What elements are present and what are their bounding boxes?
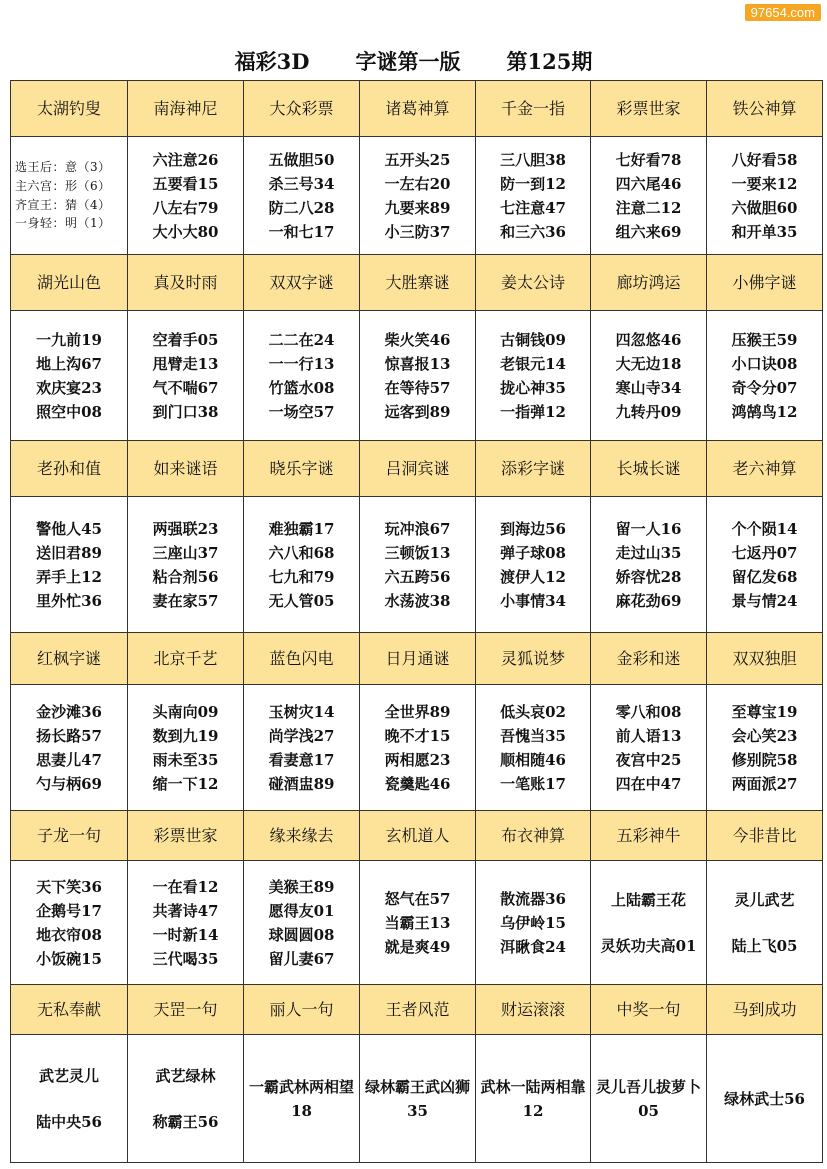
- riddle-line: 散流器36: [500, 889, 566, 908]
- expert-name-cell: 北京千艺: [128, 633, 244, 685]
- title-brand: 福彩3D: [234, 49, 310, 74]
- expert-name-cell: 子龙一句: [11, 811, 128, 861]
- header-row: [11, 633, 823, 685]
- riddle-line: 瓷羹匙46: [384, 774, 451, 793]
- riddle-line: 地衣帘08: [36, 925, 102, 944]
- header-row: [11, 81, 823, 137]
- riddle-line: 留儿妻67: [268, 949, 335, 968]
- riddle-line: 两相愿23: [384, 750, 451, 769]
- riddle-line: 送旧君89: [36, 543, 102, 562]
- expert-name-cell: 王者风范: [360, 985, 476, 1035]
- expert-name-cell: 长城长谜: [591, 441, 707, 497]
- riddle-line: 九要来89: [384, 198, 451, 217]
- header-row: [11, 811, 823, 861]
- expert-name-cell: 吕洞宾谜: [360, 441, 476, 497]
- riddle-line: 粘合剂56: [152, 567, 219, 586]
- riddle-line: 里外忙36: [36, 591, 102, 610]
- riddle-cell: [244, 685, 360, 811]
- riddle-cell: [591, 137, 707, 255]
- expert-name-cell: 晓乐字谜: [244, 441, 360, 497]
- expert-name-cell: 姜太公诗: [476, 255, 591, 311]
- riddle-line: 鸿鹄鸟12: [731, 402, 798, 421]
- riddle-cell: [128, 685, 244, 811]
- riddle-line: 留亿发68: [731, 567, 798, 586]
- riddle-cell: [476, 1035, 591, 1163]
- riddle-line: 九转丹09: [615, 402, 682, 421]
- riddle-line: 一指弹12: [500, 402, 566, 421]
- expert-name-cell: 缘来缘去: [244, 811, 360, 861]
- riddle-cell: [591, 497, 707, 633]
- riddle-line: 小事情34: [500, 591, 566, 610]
- riddle-line: 一九前19: [36, 330, 102, 349]
- riddle-cell: [244, 1035, 360, 1163]
- page-title: [0, 44, 827, 78]
- riddle-line: 六注意26: [152, 150, 219, 169]
- riddle-line: 一时新14: [152, 925, 219, 944]
- expert-name-cell: 添彩字谜: [476, 441, 591, 497]
- riddle-cell: [591, 685, 707, 811]
- expert-name-cell: 蓝色闪电: [244, 633, 360, 685]
- riddle-line: 灵儿吾儿拔萝卜05: [595, 1077, 701, 1120]
- riddle-line: 八好看58: [731, 150, 798, 169]
- riddle-cell: [707, 1035, 823, 1163]
- riddle-line: 四在中47: [615, 774, 682, 793]
- riddle-line: 雨未至35: [152, 750, 219, 769]
- riddle-line: 灵妖功夫高01: [600, 936, 697, 955]
- expert-name-cell: 双双字谜: [244, 255, 360, 311]
- riddle-row: [11, 497, 823, 633]
- riddle-line: 一霸武林两相望18: [248, 1077, 354, 1120]
- riddle-line: 警他人45: [36, 519, 102, 538]
- riddle-line: 思妻儿47: [36, 750, 102, 769]
- riddle-line: 弹子球08: [500, 543, 566, 562]
- riddle-line: 前人语13: [615, 726, 682, 745]
- riddle-line: 当霸王13: [384, 913, 451, 932]
- riddle-row: [11, 137, 823, 255]
- riddle-cell: [476, 685, 591, 811]
- riddle-line: 勺与柄69: [36, 774, 102, 793]
- riddle-cell: [128, 137, 244, 255]
- riddle-line: 无人管05: [268, 591, 335, 610]
- riddle-line: 至尊宝19: [731, 702, 798, 721]
- riddle-line: 一在看12: [152, 877, 219, 896]
- riddle-line: 大无边18: [615, 354, 682, 373]
- riddle-line: 就是爽49: [384, 937, 451, 956]
- riddle-line: 六八和68: [268, 543, 335, 562]
- riddle-cell: [11, 685, 128, 811]
- riddle-line: 照空中08: [36, 402, 102, 421]
- riddle-table: [10, 80, 823, 1163]
- riddle-line: 气不喘67: [152, 378, 219, 397]
- riddle-line: 到海边56: [500, 519, 566, 538]
- riddle-line: 七返丹07: [731, 543, 798, 562]
- riddle-line: 数到九19: [152, 726, 219, 745]
- expert-name-cell: 彩票世家: [128, 811, 244, 861]
- riddle-line: 玉树灾14: [268, 702, 335, 721]
- riddle-line: 两面派27: [731, 774, 798, 793]
- riddle-line: 武林一陆两相靠12: [480, 1077, 586, 1120]
- expert-name-cell: 金彩和迷: [591, 633, 707, 685]
- riddle-line: 一要来12: [731, 174, 798, 193]
- riddle-line: 八左右79: [152, 198, 219, 217]
- expert-name-cell: 灵狐说梦: [476, 633, 591, 685]
- riddle-line: 一笔账17: [500, 774, 566, 793]
- expert-name-cell: 诸葛神算: [360, 81, 476, 137]
- riddle-line: 夜宫中25: [615, 750, 682, 769]
- riddle-line: 五开头25: [384, 150, 451, 169]
- riddle-line: 注意二12: [615, 198, 682, 217]
- expert-name-cell: 湖光山色: [11, 255, 128, 311]
- riddle-cell: [11, 1035, 128, 1163]
- riddle-cell: [476, 497, 591, 633]
- riddle-line: 一左右20: [384, 174, 451, 193]
- riddle-line: 武艺绿林: [155, 1066, 216, 1085]
- expert-name-cell: 真及时雨: [128, 255, 244, 311]
- riddle-line: 六五跨56: [384, 567, 451, 586]
- riddle-cell: [360, 685, 476, 811]
- riddle-cell: [128, 497, 244, 633]
- riddle-line: 绿林霸王武凶狮35: [364, 1077, 470, 1120]
- title-issue: 第125期: [506, 49, 593, 74]
- riddle-line: 二二在24: [268, 330, 335, 349]
- expert-name-cell: 天罡一句: [128, 985, 244, 1035]
- riddle-line: 杀三号34: [268, 174, 335, 193]
- riddle-row: [11, 311, 823, 441]
- riddle-line: 零八和08: [615, 702, 682, 721]
- riddle-line: 惊喜报13: [384, 354, 451, 373]
- riddle-line: 小三防37: [384, 222, 451, 241]
- riddle-line: 三座山37: [152, 543, 219, 562]
- riddle-line: 古铜钱09: [500, 330, 566, 349]
- riddle-line: 欢庆宴23: [36, 378, 102, 397]
- riddle-line: 压猴王59: [731, 330, 798, 349]
- expert-name-cell: 中奖一句: [591, 985, 707, 1035]
- expert-name-cell: 财运滚滚: [476, 985, 591, 1035]
- riddle-cell: [244, 497, 360, 633]
- riddle-cell: [360, 861, 476, 985]
- expert-name-cell: 南海神尼: [128, 81, 244, 137]
- riddle-cell: [476, 137, 591, 255]
- riddle-line: 乌伊岭15: [500, 913, 566, 932]
- riddle-line: 怒气在57: [384, 889, 451, 908]
- riddle-line: 老银元14: [500, 354, 566, 373]
- riddle-line: 共著诗47: [152, 901, 219, 920]
- expert-name-cell: 玄机道人: [360, 811, 476, 861]
- expert-name-cell: 马到成功: [707, 985, 823, 1035]
- title-edition: 字谜第一版: [355, 49, 461, 74]
- riddle-line: 选王后：意（3）: [15, 160, 111, 175]
- riddle-line: 灵儿武艺: [734, 890, 795, 909]
- riddle-line: 空着手05: [152, 330, 219, 349]
- riddle-line: 五做胆50: [268, 150, 335, 169]
- riddle-cell: [707, 137, 823, 255]
- riddle-line: 六做胆60: [731, 198, 798, 217]
- riddle-line: 地上沟67: [36, 354, 102, 373]
- riddle-line: 柴火笑46: [384, 330, 451, 349]
- riddle-line: 愿得友01: [268, 901, 335, 920]
- riddle-line: 和三六36: [500, 222, 566, 241]
- riddle-line: 水荡波38: [384, 591, 451, 610]
- expert-name-cell: 大胜寨谜: [360, 255, 476, 311]
- riddle-line: 一身轻：明（1）: [15, 216, 111, 231]
- riddle-cell: [476, 861, 591, 985]
- riddle-line: 金沙滩36: [36, 702, 102, 721]
- riddle-line: 四忽悠46: [615, 330, 682, 349]
- riddle-line: 大小大80: [152, 222, 219, 241]
- riddle-line: 到门口38: [152, 402, 219, 421]
- riddle-row: [11, 1035, 823, 1163]
- riddle-cell: [360, 497, 476, 633]
- riddle-line: 四六尾46: [615, 174, 682, 193]
- riddle-line: 看妻意17: [268, 750, 335, 769]
- riddle-line: 一和七17: [268, 222, 335, 241]
- riddle-cell: [591, 311, 707, 441]
- riddle-cell: [707, 497, 823, 633]
- riddle-line: 小口诀08: [731, 354, 798, 373]
- riddle-line: 娇容忧28: [615, 567, 682, 586]
- riddle-cell: [244, 861, 360, 985]
- riddle-line: 妻在家57: [152, 591, 219, 610]
- riddle-line: 七九和79: [268, 567, 335, 586]
- riddle-line: 上陆霸王花: [610, 890, 686, 909]
- riddle-line: 企鹅号17: [36, 901, 102, 920]
- riddle-line: 组六来69: [615, 222, 682, 241]
- expert-name-cell: 彩票世家: [591, 81, 707, 137]
- expert-name-cell: 如来谜语: [128, 441, 244, 497]
- riddle-line: 扬长路57: [36, 726, 102, 745]
- riddle-line: 天下笑36: [36, 877, 102, 896]
- riddle-line: 主六宫：形（6）: [15, 178, 111, 193]
- riddle-line: 走过山35: [615, 543, 682, 562]
- riddle-line: 七好看78: [615, 150, 682, 169]
- riddle-line: 玩冲浪67: [384, 519, 451, 538]
- header-row: [11, 985, 823, 1035]
- watermark-label: 97654.com: [745, 4, 821, 21]
- riddle-line: 防二八28: [268, 198, 335, 217]
- riddle-line: 绿林武士56: [724, 1089, 805, 1108]
- expert-name-cell: 双双独胆: [707, 633, 823, 685]
- header-row: [11, 255, 823, 311]
- riddle-line: 球圆圆08: [268, 925, 335, 944]
- riddle-line: 拢心神35: [500, 378, 566, 397]
- header-row: [11, 441, 823, 497]
- riddle-cell: [707, 685, 823, 811]
- riddle-line: 三代喝35: [152, 949, 219, 968]
- riddle-row: [11, 685, 823, 811]
- riddle-line: 弄手上12: [36, 567, 102, 586]
- riddle-line: 五要看15: [152, 174, 219, 193]
- riddle-line: 竹篮水08: [268, 378, 335, 397]
- riddle-line: 顺相随46: [500, 750, 566, 769]
- expert-name-cell: 老孙和值: [11, 441, 128, 497]
- riddle-line: 远客到89: [384, 402, 451, 421]
- riddle-line: 七注意47: [500, 198, 566, 217]
- riddle-cell: [128, 311, 244, 441]
- expert-name-cell: 无私奉献: [11, 985, 128, 1035]
- riddle-cell: [244, 137, 360, 255]
- riddle-line: 景与情24: [731, 591, 798, 610]
- riddle-cell: [360, 1035, 476, 1163]
- riddle-line: 小饭碗15: [36, 949, 102, 968]
- expert-name-cell: 老六神算: [707, 441, 823, 497]
- expert-name-cell: 五彩神牛: [591, 811, 707, 861]
- riddle-cell: [360, 137, 476, 255]
- expert-name-cell: 千金一指: [476, 81, 591, 137]
- riddle-cell: [11, 861, 128, 985]
- riddle-cell: [11, 311, 128, 441]
- riddle-line: 头南向09: [152, 702, 219, 721]
- riddle-line: 晚不才15: [384, 726, 451, 745]
- riddle-cell: [591, 861, 707, 985]
- riddle-line: 武艺灵儿: [38, 1066, 99, 1085]
- riddle-line: 一场空57: [268, 402, 335, 421]
- riddle-line: 全世界89: [384, 702, 451, 721]
- riddle-line: 陆中央56: [36, 1112, 102, 1131]
- riddle-cell: [128, 861, 244, 985]
- riddle-line: 缩一下12: [152, 774, 219, 793]
- riddle-line: 防一到12: [500, 174, 566, 193]
- riddle-cell: [707, 861, 823, 985]
- riddle-line: 陆上飞05: [731, 936, 798, 955]
- riddle-line: 称霸王56: [152, 1112, 219, 1131]
- expert-name-cell: 今非昔比: [707, 811, 823, 861]
- riddle-cell: [476, 311, 591, 441]
- riddle-line: 吾愧当35: [500, 726, 566, 745]
- riddle-line: 甩臂走13: [152, 354, 219, 373]
- riddle-line: 一一行13: [268, 354, 335, 373]
- expert-name-cell: 丽人一句: [244, 985, 360, 1035]
- riddle-row: [11, 861, 823, 985]
- expert-name-cell: 廊坊鸿运: [591, 255, 707, 311]
- expert-name-cell: 大众彩票: [244, 81, 360, 137]
- riddle-line: 渡伊人12: [500, 567, 566, 586]
- expert-name-cell: 布衣神算: [476, 811, 591, 861]
- riddle-cell: [11, 137, 128, 255]
- riddle-line: 难独霸17: [268, 519, 335, 538]
- riddle-cell: [128, 1035, 244, 1163]
- expert-name-cell: 小佛字谜: [707, 255, 823, 311]
- expert-name-cell: 太湖钓叟: [11, 81, 128, 137]
- riddle-cell: [11, 497, 128, 633]
- riddle-line: 两强联23: [152, 519, 219, 538]
- riddle-line: 和开单35: [731, 222, 798, 241]
- riddle-line: 洱瞅食24: [500, 937, 566, 956]
- riddle-line: 低头哀02: [500, 702, 566, 721]
- riddle-line: 会心笑23: [731, 726, 798, 745]
- riddle-line: 齐宣王：猜（4）: [15, 197, 111, 212]
- expert-name-cell: 铁公神算: [707, 81, 823, 137]
- riddle-line: 寒山寺34: [615, 378, 682, 397]
- riddle-line: 修别院58: [731, 750, 798, 769]
- riddle-line: 美猴王89: [268, 877, 335, 896]
- riddle-cell: [360, 311, 476, 441]
- riddle-line: 尚学浅27: [268, 726, 335, 745]
- riddle-cell: [707, 311, 823, 441]
- riddle-line: 留一人16: [615, 519, 682, 538]
- expert-name-cell: 红枫字谜: [11, 633, 128, 685]
- riddle-line: 碰酒盅89: [268, 774, 335, 793]
- riddle-line: 麻花劲69: [615, 591, 682, 610]
- riddle-line: 三八胆38: [500, 150, 566, 169]
- riddle-line: 个个陨14: [731, 519, 798, 538]
- riddle-line: 奇令分07: [731, 378, 798, 397]
- expert-name-cell: 日月通谜: [360, 633, 476, 685]
- riddle-line: 三顿饭13: [384, 543, 451, 562]
- riddle-line: 在等待57: [384, 378, 451, 397]
- riddle-cell: [591, 1035, 707, 1163]
- riddle-cell: [244, 311, 360, 441]
